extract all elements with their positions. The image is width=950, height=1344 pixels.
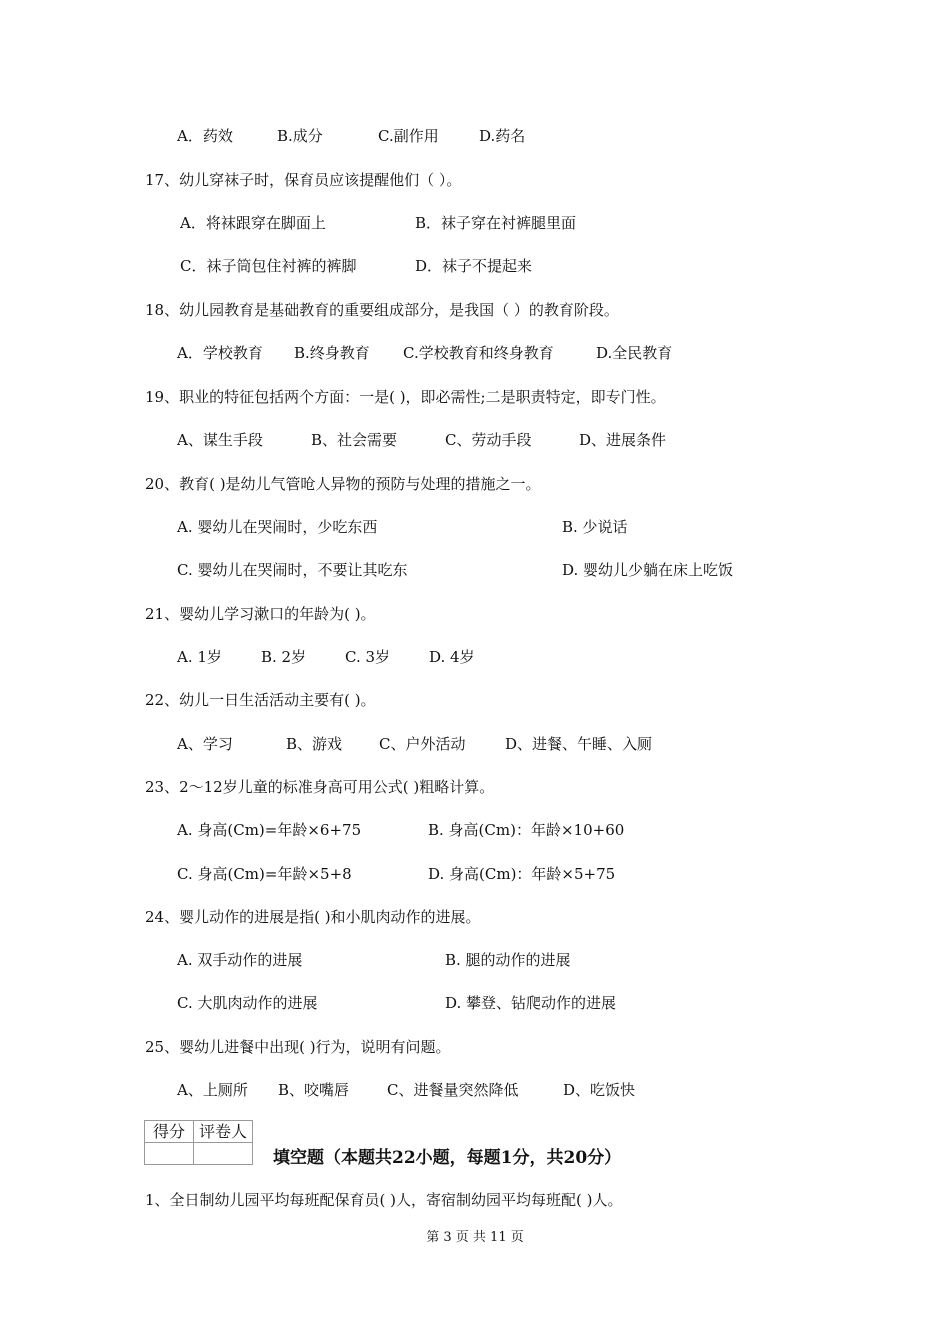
score-cell — [145, 1143, 194, 1165]
option-q17-options-2-1: D．袜子不提起来 — [415, 257, 533, 275]
option-q23-options-2-0: C. 身高(Cm)=年龄×5+8 — [177, 865, 352, 883]
option-q22-options-2: C、户外活动 — [379, 735, 466, 753]
option-q25-options-0: A、上厕所 — [177, 1081, 248, 1099]
question-q20: 20、教育( )是幼儿气管呛人异物的预防与处理的措施之一。 — [145, 475, 541, 493]
score-box — [144, 1120, 253, 1165]
question-q24: 24、婴儿动作的进展是指( )和小肌肉动作的进展。 — [145, 908, 481, 926]
score-label: 得分 — [145, 1121, 194, 1143]
question-q21: 21、婴幼儿学习漱口的年龄为( )。 — [145, 605, 376, 623]
option-q25-options-3: D、吃饭快 — [563, 1081, 636, 1099]
option-q21-options-3: D. 4岁 — [429, 648, 475, 666]
fill-question-1: 1、全日制幼儿园平均每班配保育员( )人，寄宿制幼园平均每班配( )人。 — [145, 1191, 623, 1209]
option-q19-options-2: C、劳动手段 — [445, 431, 532, 449]
option-q23-options-1-1: B. 身高(Cm)：年龄×10+60 — [428, 821, 625, 839]
option-q24-options-2-1: D. 攀登、钻爬动作的进展 — [445, 994, 617, 1012]
option-q20-options-2-0: C. 婴幼儿在哭闹时，不要让其吃东 — [177, 561, 408, 579]
option-q19-options-0: A、谋生手段 — [177, 431, 263, 449]
option-q16-options-2: C.副作用 — [378, 127, 439, 145]
option-q21-options-2: C. 3岁 — [345, 648, 391, 666]
grader-cell — [194, 1143, 253, 1165]
question-q19: 19、职业的特征包括两个方面：一是( )，即必需性;二是职责特定，即专门性。 — [145, 388, 666, 406]
option-q24-options-2-0: C. 大肌肉动作的进展 — [177, 994, 318, 1012]
option-q24-options-1-1: B. 腿的动作的进展 — [445, 951, 571, 969]
option-q21-options-1: B. 2岁 — [261, 648, 307, 666]
option-q20-options-1-1: B. 少说话 — [562, 518, 628, 536]
question-q22: 22、幼儿一日生活活动主要有( )。 — [145, 691, 376, 709]
question-q23: 23、2～12岁儿童的标准身高可用公式( )粗略计算。 — [145, 778, 495, 796]
option-q17-options-2-0: C．袜子筒包住衬裤的裤脚 — [180, 257, 357, 275]
option-q22-options-3: D、进餐、午睡、入厕 — [505, 735, 653, 753]
option-q22-options-0: A、学习 — [177, 735, 233, 753]
option-q20-options-2-1: D. 婴幼儿少躺在床上吃饭 — [562, 561, 734, 579]
option-q25-options-2: C、进餐量突然降低 — [387, 1081, 519, 1099]
option-q18-options-1: B.终身教育 — [294, 344, 370, 362]
option-q18-options-2: C.学校教育和终身教育 — [403, 344, 554, 362]
question-q17: 17、幼儿穿袜子时，保育员应该提醒他们（ ）。 — [145, 171, 462, 189]
option-q16-options-3: D.药名 — [479, 127, 526, 145]
option-q17-options-1-0: A．将袜跟穿在脚面上 — [180, 214, 326, 232]
option-q21-options-0: A. 1岁 — [177, 648, 222, 666]
option-q25-options-1: B、咬嘴唇 — [278, 1081, 350, 1099]
option-q19-options-3: D、进展条件 — [579, 431, 667, 449]
option-q23-options-1-0: A. 身高(Cm)=年龄×6+75 — [177, 821, 362, 839]
option-q16-options-1: B.成分 — [277, 127, 323, 145]
grader-label: 评卷人 — [194, 1121, 253, 1143]
option-q19-options-1: B、社会需要 — [311, 431, 398, 449]
option-q23-options-2-1: D. 身高(Cm)：年龄×5+75 — [428, 865, 616, 883]
option-q18-options-0: A．学校教育 — [177, 344, 263, 362]
option-q17-options-1-1: B．袜子穿在衬裤腿里面 — [415, 214, 577, 232]
option-q20-options-1-0: A. 婴幼儿在哭闹时，少吃东西 — [177, 518, 378, 536]
option-q24-options-1-0: A. 双手动作的进展 — [177, 951, 303, 969]
question-q18: 18、幼儿园教育是基础教育的重要组成部分，是我国（ ）的教育阶段。 — [145, 301, 619, 319]
section-title: 填空题（本题共22小题，每题1分，共20分） — [273, 1148, 622, 1168]
option-q18-options-3: D.全民教育 — [596, 344, 673, 362]
option-q16-options-0: A．药效 — [177, 127, 233, 145]
option-q22-options-1: B、游戏 — [286, 735, 343, 753]
page-footer: 第 3 页 共 11 页 — [426, 1230, 524, 1245]
question-q25: 25、婴幼儿进餐中出现( )行为，说明有问题。 — [145, 1038, 451, 1056]
